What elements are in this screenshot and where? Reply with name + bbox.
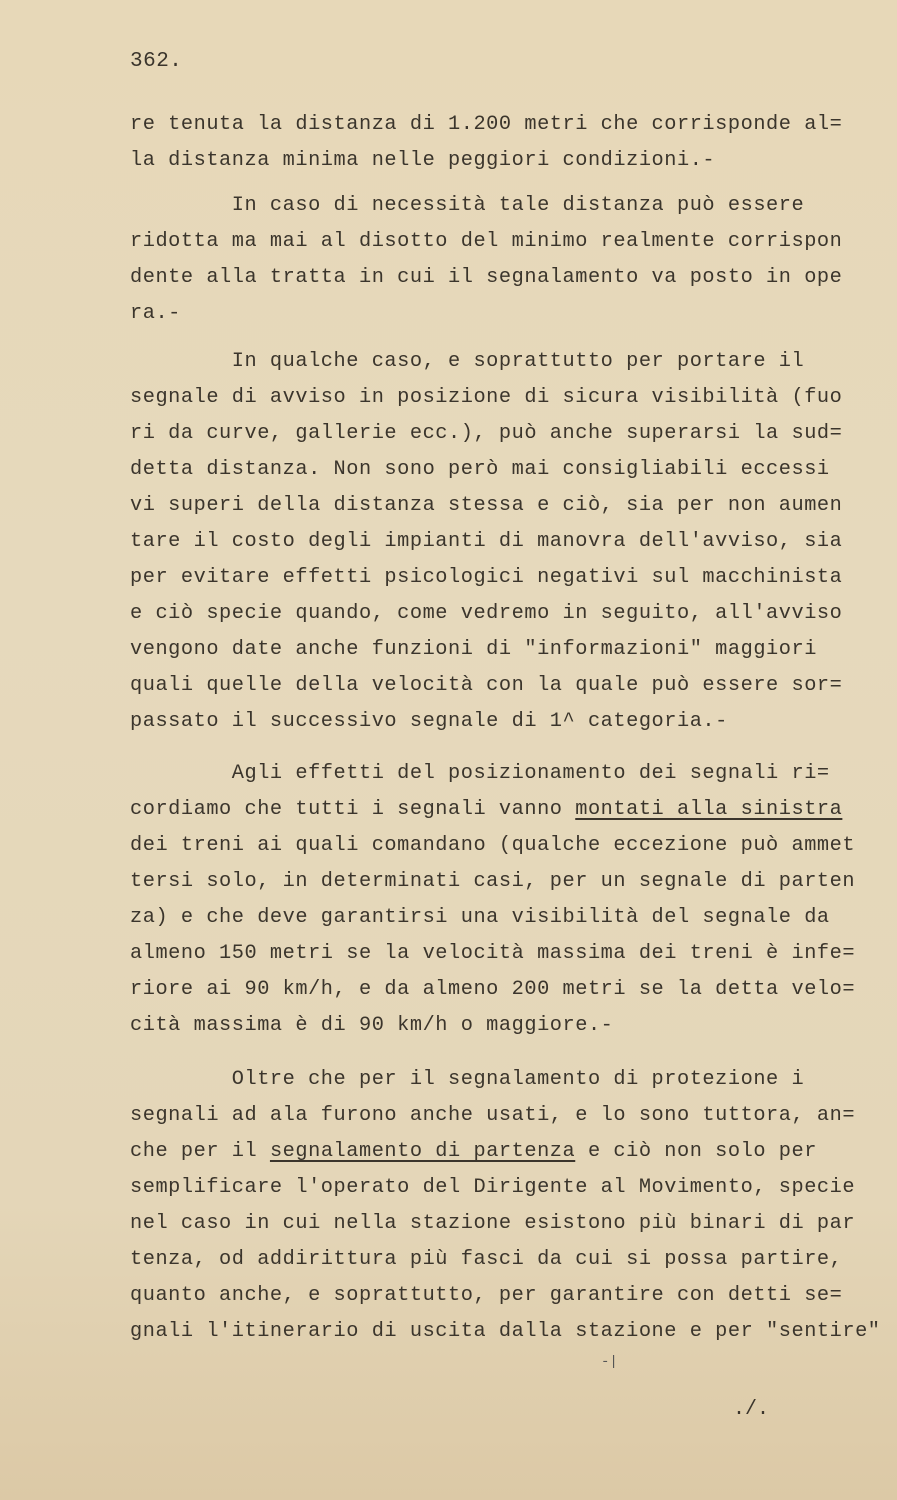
text-line: ri da curve, gallerie ecc.), può anche superarsi la sud=: [130, 422, 843, 445]
text-line: Agli effetti del posizionamento dei segnali ri=: [130, 762, 830, 785]
text-line: segnali ad ala furono anche usati, e lo sono tuttora, an=: [130, 1104, 856, 1127]
text-line: tare il costo degli impianti di manovra dell'avviso, sia: [130, 530, 843, 553]
text-line: detta distanza. Non sono però mai consigliabili eccessi: [130, 458, 830, 481]
text-line: Oltre che per il segnalamento di protezione i: [130, 1068, 805, 1091]
text-line: vi superi della distanza stessa e ciò, sia per non aumen: [130, 494, 843, 517]
text-line: dente alla tratta in cui il segnalamento va posto in ope: [130, 266, 843, 289]
continuation-mark: ./.: [733, 1398, 770, 1421]
underlined-phrase: montati alla sinistra: [575, 798, 843, 821]
text-line: za) e che deve garantirsi una visibilità del segnale da: [130, 906, 830, 929]
text-line: In caso di necessità tale distanza può essere: [130, 194, 805, 217]
text-line: cità massima è di 90 km/h o maggiore.-: [130, 1014, 614, 1037]
text-line: tersi solo, in determinati casi, per un segnale di parten: [130, 870, 856, 893]
text-line: nel caso in cui nella stazione esistono più binari di par: [130, 1212, 856, 1235]
text-line: per evitare effetti psicologici negativi sul macchinista: [130, 566, 843, 589]
text-span: e ciò non solo per: [575, 1140, 817, 1163]
stray-mark: -|: [601, 1354, 618, 1370]
text-line: dei treni ai quali comandano (qualche eccezione può ammet: [130, 834, 856, 857]
text-line: semplificare l'operato del Dirigente al Movimento, specie: [130, 1176, 856, 1199]
text-span: che per il: [130, 1140, 270, 1163]
text-line: In qualche caso, e soprattutto per portare il: [130, 350, 805, 373]
text-line: tenza, od addirittura più fasci da cui si possa partire,: [130, 1248, 843, 1271]
text-line: gnali l'itinerario di uscita dalla stazione e per "sentire": [130, 1320, 881, 1343]
text-line: la distanza minima nelle peggiori condizioni.-: [130, 149, 716, 172]
underlined-phrase: segnalamento di partenza: [269, 1140, 576, 1163]
text-line: quanto anche, e soprattutto, per garantire con detti se=: [130, 1284, 843, 1307]
text-line: [130, 798, 842, 822]
text-line: e ciò specie quando, come vedremo in seguito, all'avviso: [130, 602, 843, 625]
text-line: passato il successivo segnale di 1^ categoria.-: [130, 710, 728, 733]
text-line: segnale di avviso in posizione di sicura visibilità (fuo: [130, 386, 843, 409]
text-line: re tenuta la distanza di 1.200 metri che corrisponde al=: [130, 113, 843, 136]
page-number: 362.: [130, 50, 183, 73]
text-line: quali quelle della velocità con la quale può essere sor=: [130, 674, 843, 697]
text-span: cordiamo che tutti i segnali vanno: [130, 798, 576, 821]
text-line: ridotta ma mai al disotto del minimo realmente corrispon: [130, 230, 843, 253]
text-line: [130, 1140, 817, 1164]
text-line: riore ai 90 km/h, e da almeno 200 metri se la detta velo=: [130, 978, 856, 1001]
text-line: almeno 150 metri se la velocità massima dei treni è infe=: [130, 942, 856, 965]
text-line: vengono date anche funzioni di "informazioni" maggiori: [130, 638, 817, 661]
text-line: ra.-: [130, 302, 181, 325]
